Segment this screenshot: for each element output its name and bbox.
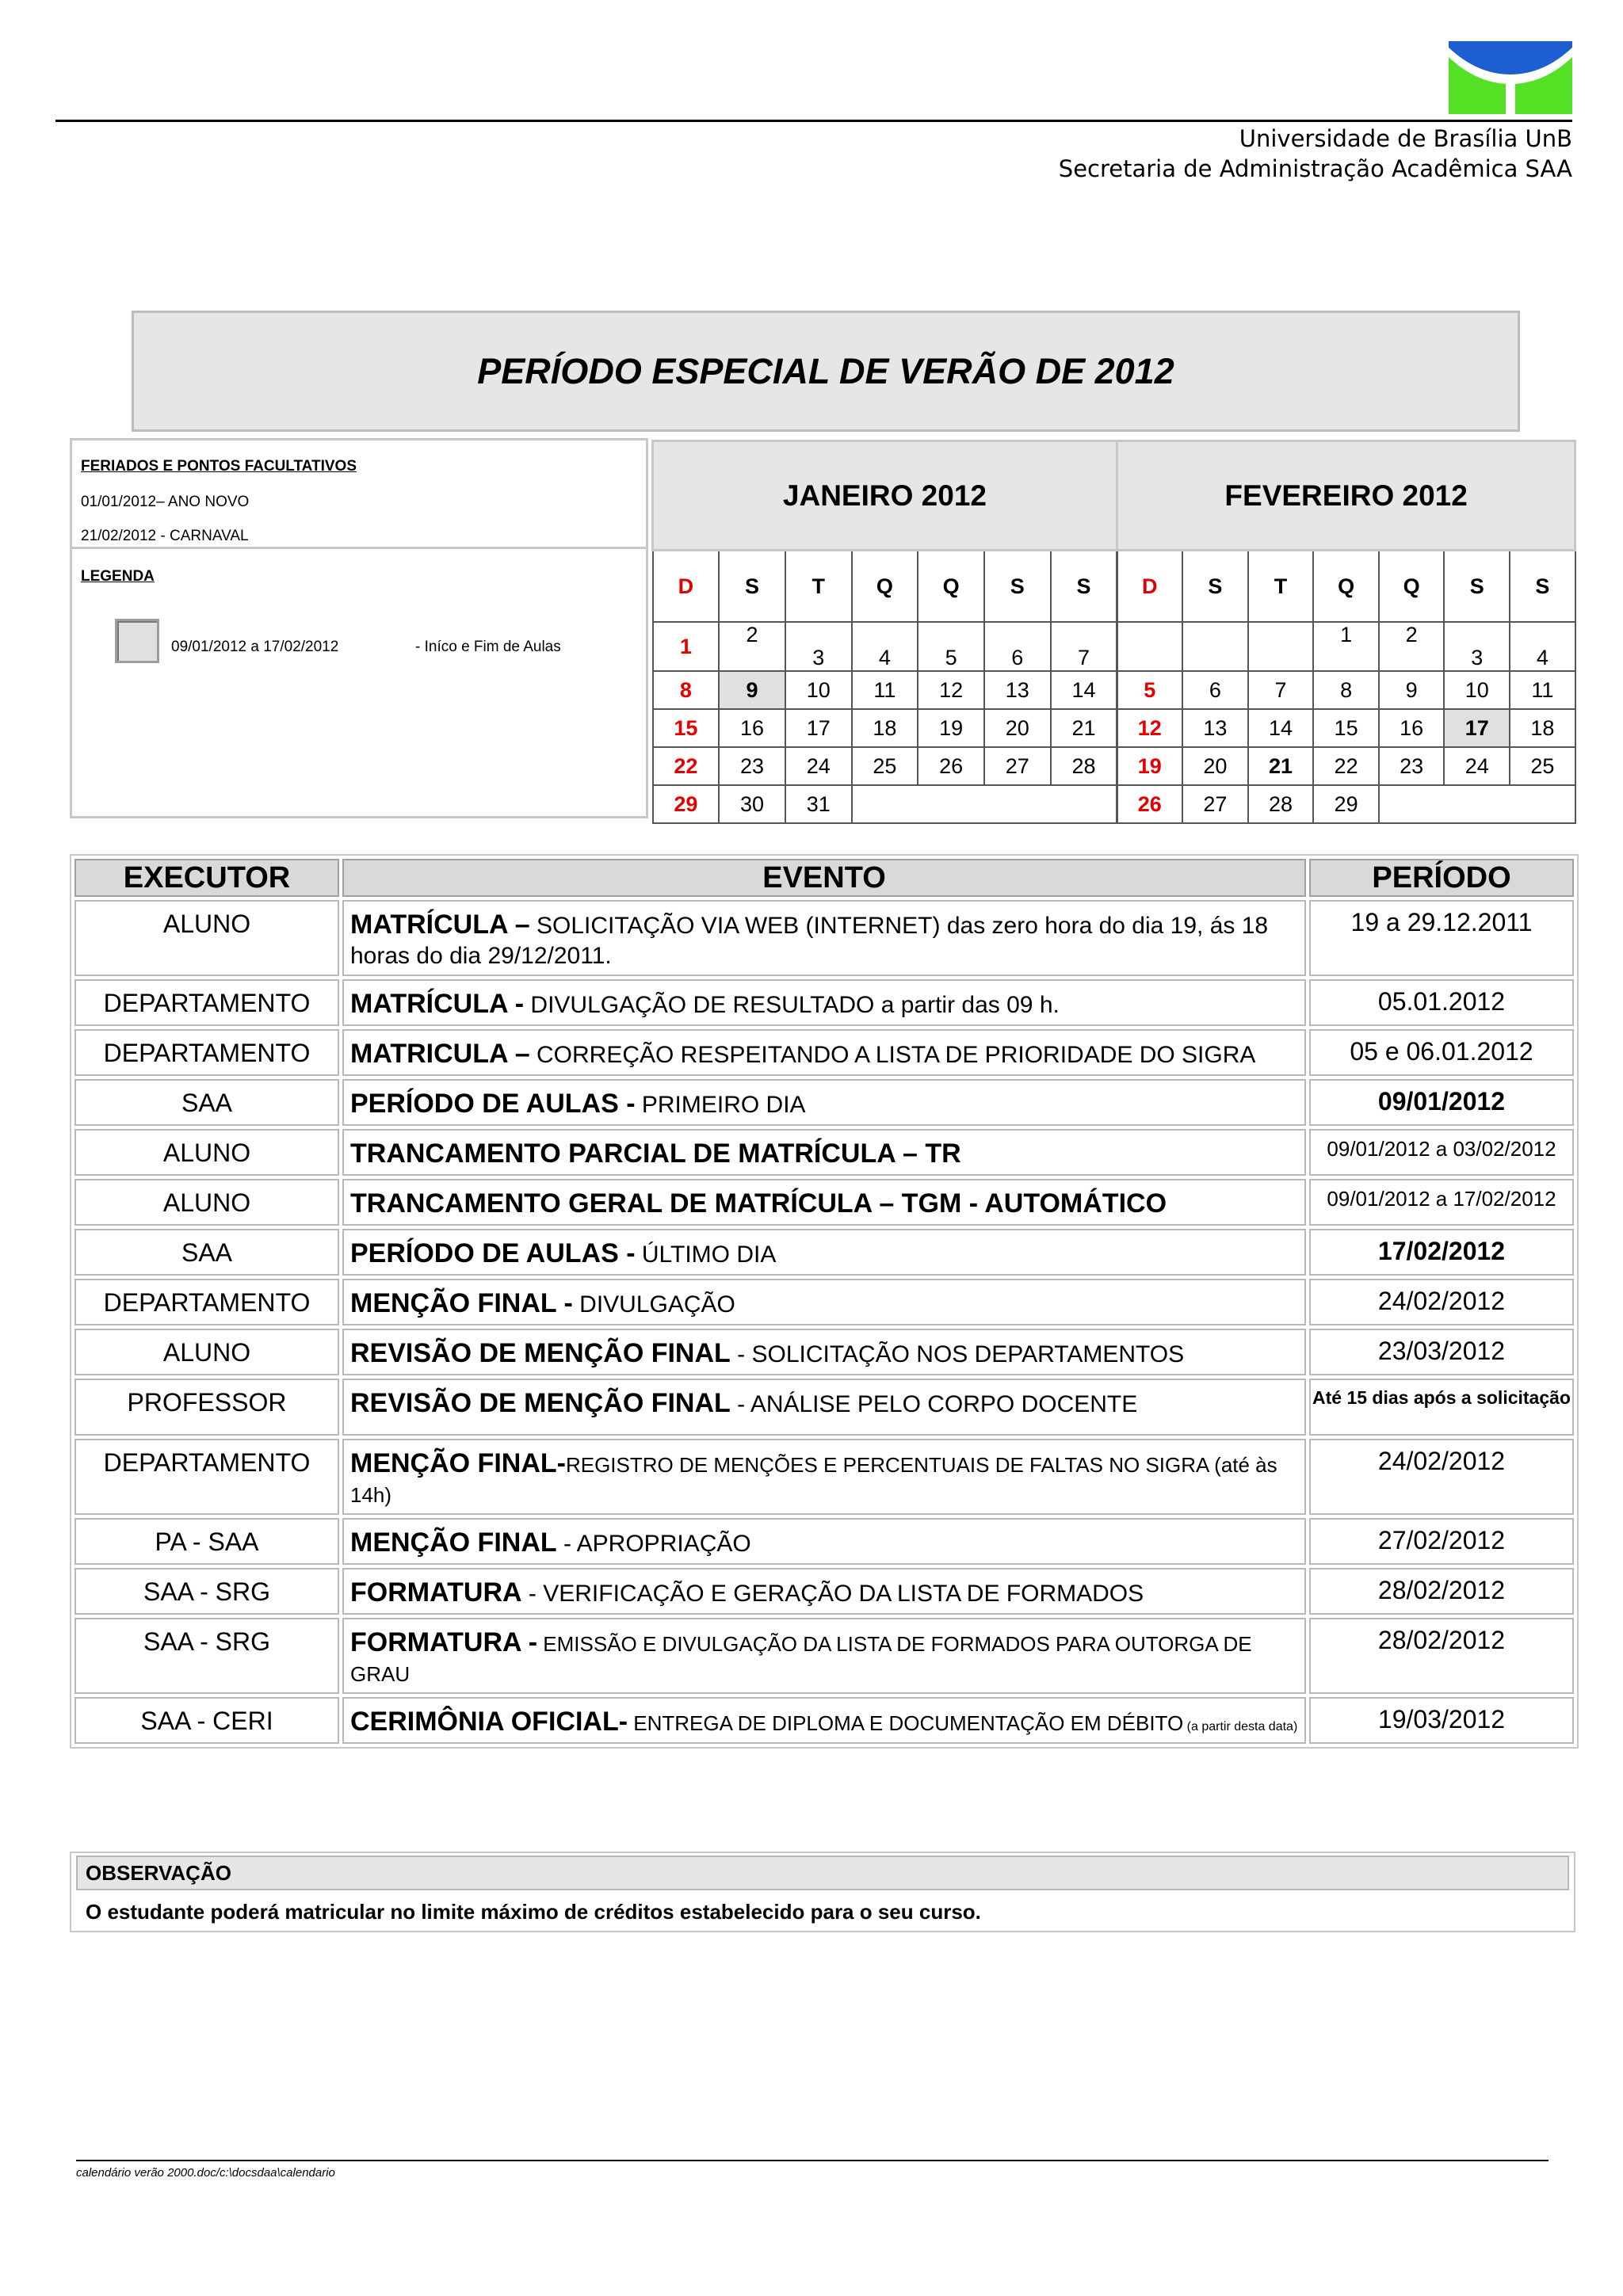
executor-cell: DEPARTAMENTO xyxy=(74,1029,339,1076)
table-row xyxy=(74,1029,1574,1076)
calendar-day: 16 xyxy=(719,709,785,747)
event-title: PERÍODO DE AULAS - xyxy=(350,1238,636,1268)
executor-cell: SAA xyxy=(74,1229,339,1276)
period-cell: 24/02/2012 xyxy=(1309,1439,1574,1515)
executor-cell: DEPARTAMENTO xyxy=(74,1279,339,1325)
executor-cell: SAA - CERI xyxy=(74,1697,339,1744)
weekday-header: S xyxy=(1182,551,1248,623)
calendar-day: 20 xyxy=(984,709,1051,747)
calendar-day: 31 xyxy=(785,785,852,823)
weekday-header: D xyxy=(653,551,720,623)
calendar-day: 19 xyxy=(1117,747,1183,785)
period-cell: 09/01/2012 a 03/02/2012 xyxy=(1309,1129,1574,1176)
calendar-day: 27 xyxy=(984,747,1051,785)
event-title: REVISÃO DE MENÇÃO FINAL xyxy=(350,1338,731,1368)
period-cell: 19/03/2012 xyxy=(1309,1697,1574,1744)
executor-cell: SAA - SRG xyxy=(74,1618,339,1694)
calendar-day: 9 xyxy=(1379,671,1445,709)
table-row xyxy=(74,1618,1574,1694)
event-cell xyxy=(342,1179,1306,1226)
weekday-header: S xyxy=(1444,551,1510,623)
calendar-day: 29 xyxy=(1313,785,1379,823)
period-cell: 09/01/2012 xyxy=(1309,1079,1574,1126)
weekday-header: Q xyxy=(918,551,984,623)
header-rule xyxy=(55,120,1572,122)
calendar-day: 24 xyxy=(785,747,852,785)
event-cell xyxy=(342,1229,1306,1276)
executor-cell: ALUNO xyxy=(74,900,339,976)
calendar-day: 18 xyxy=(1510,709,1575,747)
calendar-day: 27 xyxy=(1182,785,1248,823)
executor-cell: ALUNO xyxy=(74,1179,339,1226)
event-description: - ANÁLISE PELO CORPO DOCENTE xyxy=(730,1391,1138,1417)
event-note: (a partir desta data) xyxy=(1183,1720,1298,1733)
holiday-item: 01/01/2012– ANO NOVO xyxy=(81,494,250,510)
table-row xyxy=(74,1568,1574,1615)
legend-range: 09/01/2012 a 17/02/2012 xyxy=(171,639,339,655)
calendar-day: 10 xyxy=(785,671,852,709)
institution-name: Universidade de Brasília UnB xyxy=(1239,125,1572,152)
calendar-day: 29 xyxy=(653,785,720,823)
period-cell: 27/02/2012 xyxy=(1309,1518,1574,1565)
calendar-day-holiday: 21 xyxy=(1248,747,1314,785)
footer-rule xyxy=(76,2160,1549,2161)
executor-cell: ALUNO xyxy=(74,1129,339,1176)
calendar-day-highlighted: 17 xyxy=(1444,709,1510,747)
event-cell xyxy=(342,1329,1306,1375)
calendar-day: 15 xyxy=(653,709,720,747)
event-title: FORMATURA xyxy=(350,1577,522,1608)
event-title: TRANCAMENTO GERAL DE MATRÍCULA – TGM - AUTOMÁTICO xyxy=(350,1188,1167,1219)
observation-heading: OBSERVAÇÃO xyxy=(76,1855,1569,1890)
event-description: - SOLICITAÇÃO NOS DEPARTAMENTOS xyxy=(730,1341,1185,1367)
calendar-day: 13 xyxy=(984,671,1051,709)
event-description: DIVULGAÇÃO xyxy=(572,1291,735,1318)
calendar-day xyxy=(1182,622,1248,671)
calendar-day: 7 xyxy=(1248,671,1314,709)
weekday-header: T xyxy=(1248,551,1314,623)
page-title: PERÍODO ESPECIAL DE VERÃO DE 2012 xyxy=(477,350,1174,391)
calendar-february xyxy=(1116,440,1576,824)
holidays-heading: FERIADOS E PONTOS FACULTATIVOS xyxy=(81,458,357,475)
department-name: Secretaria de Administração Acadêmica SAA xyxy=(1058,155,1572,182)
weekday-header: S xyxy=(1051,551,1117,623)
table-row xyxy=(74,1179,1574,1226)
executor-cell: SAA - SRG xyxy=(74,1568,339,1615)
event-description: ENTREGA DE DIPLOMA E DOCUMENTAÇÃO EM DÉBITO xyxy=(628,1711,1184,1735)
weekday-header: Q xyxy=(1313,551,1379,623)
period-cell: Até 15 dias após a solicitação xyxy=(1309,1379,1574,1436)
month-title: FEVEREIRO 2012 xyxy=(1117,441,1575,551)
calendar-day: 2 xyxy=(719,622,785,671)
event-description: ÚLTIMO DIA xyxy=(635,1241,777,1268)
weekday-header: S xyxy=(1510,551,1575,623)
calendar-day: 12 xyxy=(918,671,984,709)
table-row xyxy=(74,1129,1574,1176)
event-title: MATRÍCULA – xyxy=(350,910,530,940)
calendar-day: 22 xyxy=(653,747,720,785)
weekday-header: Q xyxy=(852,551,918,623)
footer-path: calendário verão 2000.doc/c:\docsdaa\calendario xyxy=(76,2166,335,2180)
calendar-day: 11 xyxy=(852,671,918,709)
period-cell: 28/02/2012 xyxy=(1309,1568,1574,1615)
event-cell xyxy=(342,1129,1306,1176)
executor-cell: SAA xyxy=(74,1079,339,1126)
event-description: DIVULGAÇÃO DE RESULTADO a partir das 09 h. xyxy=(524,992,1060,1018)
event-title: MATRICULA – xyxy=(350,1039,530,1069)
legend-heading: LEGENDA xyxy=(81,568,155,585)
executor-header: EXECUTOR xyxy=(74,859,339,897)
table-row xyxy=(74,1229,1574,1276)
executor-cell: PROFESSOR xyxy=(74,1379,339,1436)
calendar-day: 10 xyxy=(1444,671,1510,709)
table-row xyxy=(74,1697,1574,1744)
calendar-day: 8 xyxy=(653,671,720,709)
event-cell xyxy=(342,1379,1306,1436)
calendar-empty xyxy=(1379,785,1575,823)
calendar-day: 23 xyxy=(719,747,785,785)
legend-swatch xyxy=(115,619,159,663)
event-title: MATRÍCULA - xyxy=(350,989,525,1019)
period-cell: 05 e 06.01.2012 xyxy=(1309,1029,1574,1076)
calendar-day: 24 xyxy=(1444,747,1510,785)
event-description: PRIMEIRO DIA xyxy=(635,1092,806,1118)
period-cell: 17/02/2012 xyxy=(1309,1229,1574,1276)
calendar-day: 25 xyxy=(852,747,918,785)
event-cell xyxy=(342,1439,1306,1515)
table-row xyxy=(74,1329,1574,1375)
calendar-day: 6 xyxy=(984,622,1051,671)
calendar-day: 17 xyxy=(785,709,852,747)
event-description: CORREÇÃO RESPEITANDO A LISTA DE PRIORIDADE DO SIGRA xyxy=(529,1042,1256,1068)
calendar-day xyxy=(1117,622,1183,671)
event-cell xyxy=(342,1697,1306,1744)
calendar-day: 14 xyxy=(1051,671,1117,709)
calendar-day: 26 xyxy=(1117,785,1183,823)
event-cell xyxy=(342,1568,1306,1615)
calendar-day: 12 xyxy=(1117,709,1183,747)
calendar-day: 1 xyxy=(653,622,720,671)
table-row xyxy=(74,900,1574,976)
weekday-header: S xyxy=(984,551,1051,623)
period-cell: 28/02/2012 xyxy=(1309,1618,1574,1694)
calendar-day-highlighted: 9 xyxy=(719,671,785,709)
calendar-day: 1 xyxy=(1313,622,1379,671)
event-cell xyxy=(342,1618,1306,1694)
calendar-day: 30 xyxy=(719,785,785,823)
calendar-day: 14 xyxy=(1248,709,1314,747)
event-title: REVISÃO DE MENÇÃO FINAL xyxy=(350,1388,731,1418)
calendar-day xyxy=(1248,622,1314,671)
event-cell xyxy=(342,979,1306,1026)
event-title: MENÇÃO FINAL xyxy=(350,1527,557,1558)
calendar-day: 11 xyxy=(1510,671,1575,709)
event-description: - APROPRIAÇÃO xyxy=(556,1531,751,1557)
calendar-day: 5 xyxy=(1117,671,1183,709)
event-description: REGISTRO DE MENÇÕES E PERCENTUAIS DE FALTAS NO SIGRA (até às 14h) xyxy=(350,1453,1277,1507)
event-description: EMISSÃO E DIVULGAÇÃO DA LISTA DE FORMADOS PARA OUTORGA DE GRAU xyxy=(350,1632,1252,1686)
info-divider xyxy=(70,547,648,549)
observation-text: O estudante poderá matricular no limite máximo de créditos estabelecido para o seu curso. xyxy=(86,1900,981,1924)
table-row xyxy=(74,1279,1574,1325)
event-title: MENÇÃO FINAL - xyxy=(350,1288,573,1318)
calendar-day: 20 xyxy=(1182,747,1248,785)
calendar-day: 5 xyxy=(918,622,984,671)
period-cell: 19 a 29.12.2011 xyxy=(1309,900,1574,976)
calendar-day: 6 xyxy=(1182,671,1248,709)
calendar-day: 13 xyxy=(1182,709,1248,747)
calendar-day: 15 xyxy=(1313,709,1379,747)
event-header: EVENTO xyxy=(342,859,1306,897)
table-row xyxy=(74,1079,1574,1126)
legend-description: - Iníco e Fim de Aulas xyxy=(415,639,561,655)
unb-logo xyxy=(1449,41,1572,114)
executor-cell: PA - SAA xyxy=(74,1518,339,1565)
holiday-item: 21/02/2012 - CARNAVAL xyxy=(81,528,249,544)
event-title: MENÇÃO FINAL- xyxy=(350,1448,566,1478)
period-cell: 23/03/2012 xyxy=(1309,1329,1574,1375)
title-box xyxy=(132,311,1520,432)
event-cell xyxy=(342,900,1306,976)
calendar-day: 3 xyxy=(785,622,852,671)
event-cell xyxy=(342,1518,1306,1565)
calendar-day: 26 xyxy=(918,747,984,785)
calendar-day: 28 xyxy=(1248,785,1314,823)
calendar-day: 25 xyxy=(1510,747,1575,785)
period-header: PERÍODO xyxy=(1309,859,1574,897)
table-row xyxy=(74,1439,1574,1515)
calendar-day: 18 xyxy=(852,709,918,747)
event-title: PERÍODO DE AULAS - xyxy=(350,1089,636,1119)
weekday-header: Q xyxy=(1379,551,1445,623)
calendar-day: 19 xyxy=(918,709,984,747)
event-title: FORMATURA - xyxy=(350,1627,538,1657)
calendar-day: 23 xyxy=(1379,747,1445,785)
table-row xyxy=(74,1518,1574,1565)
calendar-day: 4 xyxy=(852,622,918,671)
calendar-day: 16 xyxy=(1379,709,1445,747)
event-cell xyxy=(342,1279,1306,1325)
executor-cell: DEPARTAMENTO xyxy=(74,1439,339,1515)
calendar-day: 28 xyxy=(1051,747,1117,785)
period-cell: 24/02/2012 xyxy=(1309,1279,1574,1325)
calendar-january xyxy=(651,440,1118,824)
event-description: SOLICITAÇÃO VIA WEB (INTERNET) das zero hora do dia 19, ás 18 horas do dia 29/12/2011. xyxy=(350,913,1269,969)
executor-cell: ALUNO xyxy=(74,1329,339,1375)
weekday-header: D xyxy=(1117,551,1183,623)
weekday-header: T xyxy=(785,551,852,623)
table-row xyxy=(74,979,1574,1026)
event-description: - VERIFICAÇÃO E GERAÇÃO DA LISTA DE FORMADOS xyxy=(521,1581,1144,1607)
calendar-day: 8 xyxy=(1313,671,1379,709)
period-cell: 05.01.2012 xyxy=(1309,979,1574,1026)
calendar-day: 3 xyxy=(1444,622,1510,671)
weekday-header: S xyxy=(719,551,785,623)
table-row xyxy=(74,1379,1574,1436)
event-cell xyxy=(342,1029,1306,1076)
calendar-day: 21 xyxy=(1051,709,1117,747)
executor-cell: DEPARTAMENTO xyxy=(74,979,339,1026)
calendar-day: 7 xyxy=(1051,622,1117,671)
period-cell: 09/01/2012 a 17/02/2012 xyxy=(1309,1179,1574,1226)
calendar-day: 2 xyxy=(1379,622,1445,671)
event-title: CERIMÔNIA OFICIAL- xyxy=(350,1707,628,1737)
event-title: TRANCAMENTO PARCIAL DE MATRÍCULA – TR xyxy=(350,1138,961,1169)
calendar-day: 22 xyxy=(1313,747,1379,785)
calendar-empty xyxy=(852,785,1117,823)
events-table xyxy=(70,854,1579,1749)
calendar-day: 4 xyxy=(1510,622,1575,671)
event-cell xyxy=(342,1079,1306,1126)
month-title: JANEIRO 2012 xyxy=(653,441,1117,551)
